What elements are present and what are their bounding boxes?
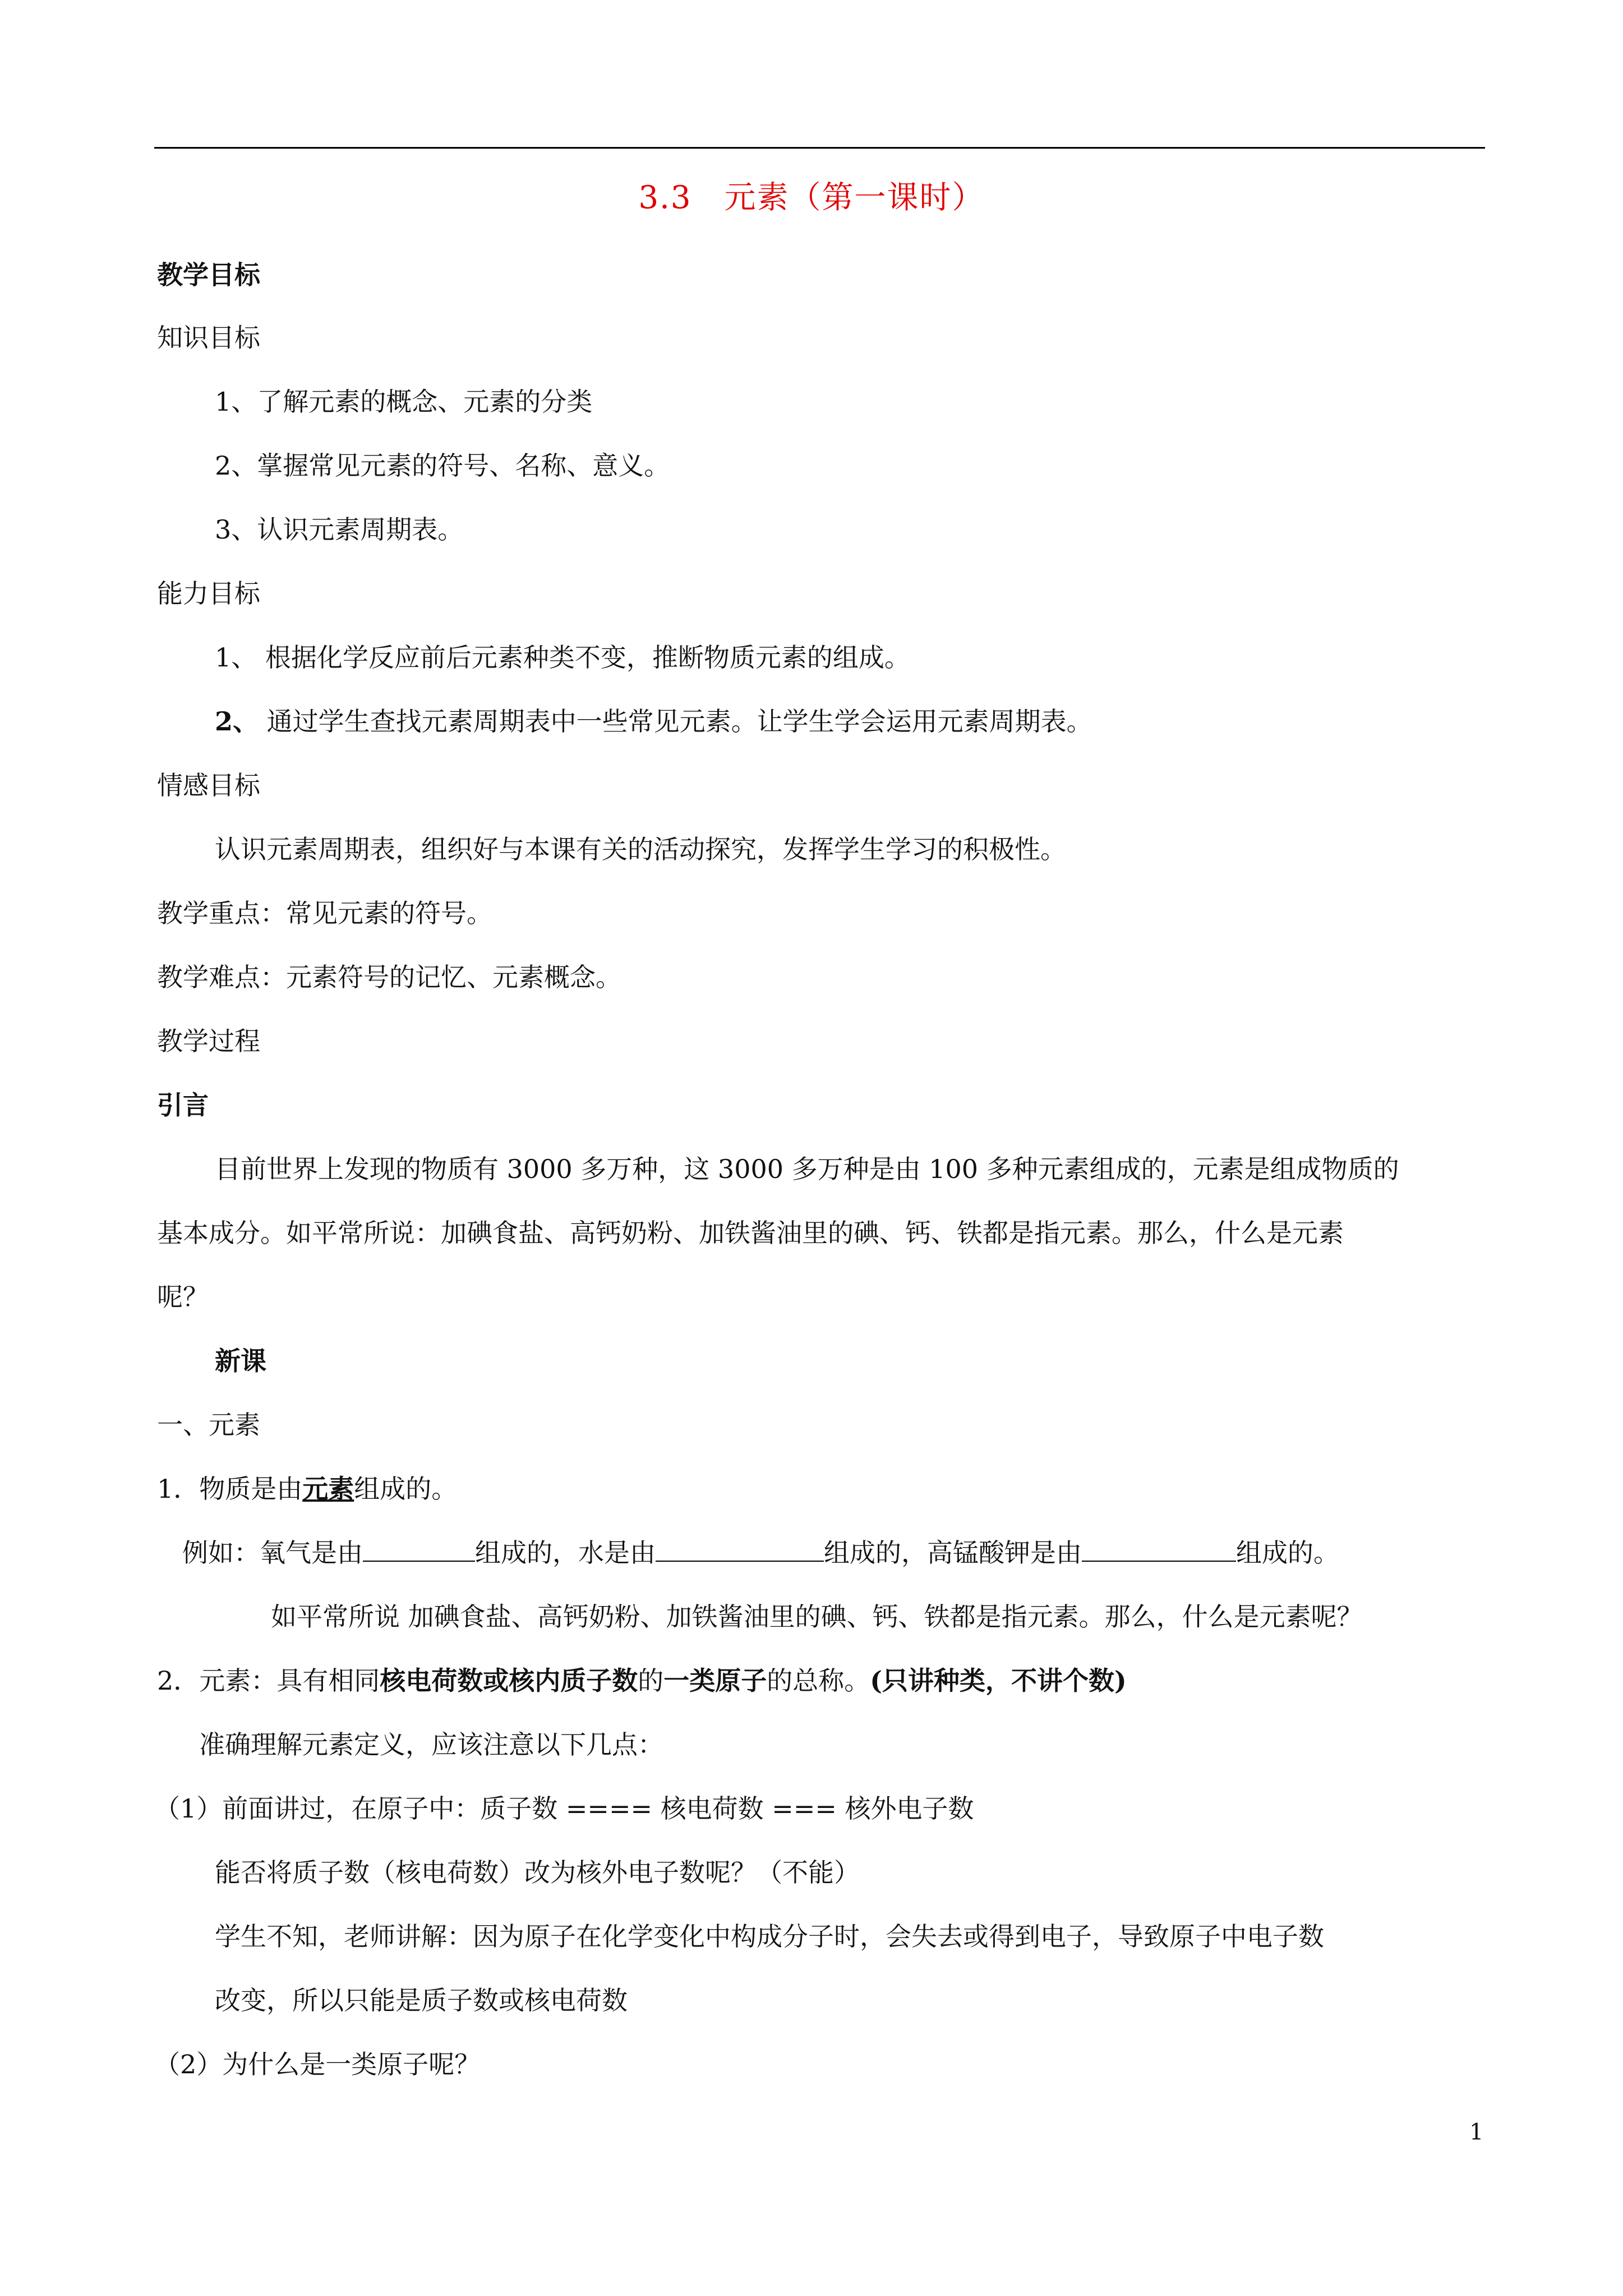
heading-teaching-goals: 教学目标 bbox=[157, 260, 260, 290]
heading-emotional-goals: 情感目标 bbox=[157, 770, 260, 800]
knowledge-goal-2: 2、掌握常见元素的符号、名称、意义。 bbox=[215, 450, 670, 481]
teaching-difficulty: 教学难点：元素符号的记忆、元素概念。 bbox=[157, 962, 621, 992]
point-1-question: 能否将质子数（核电荷数）改为核外电子数呢？（不能） bbox=[215, 1857, 860, 1888]
ability-goal-2-text: 通过学生查找元素周期表中一些常见元素。让学生学会运用元素周期表。 bbox=[259, 706, 1092, 737]
definition-part-f: (只讲种类，不讲个数) bbox=[870, 1665, 1127, 1696]
definition-part-a: 2．元素：具有相同 bbox=[157, 1665, 380, 1696]
intro-line-3: 呢？ bbox=[157, 1282, 209, 1312]
intro-line-1: 目前世界上发现的物质有 3000 多万种，这 3000 多万种是由 100 多种元素组成的，元素是组成物质的 bbox=[215, 1154, 1399, 1184]
definition-part-d: 一类原子 bbox=[663, 1665, 767, 1696]
page-number: 1 bbox=[1469, 2119, 1484, 2145]
example-part-d: 组成的。 bbox=[1236, 1538, 1339, 1568]
point-1-explanation-2: 改变，所以只能是质子数或核电荷数 bbox=[215, 1985, 628, 2016]
intro-line-2: 基本成分。如平常所说：加碘食盐、高钙奶粉、加铁酱油里的碘、钙、铁都是指元素。那么，什么是元素 bbox=[157, 1218, 1344, 1248]
knowledge-goal-1: 1、了解元素的概念、元素的分类 bbox=[215, 386, 593, 417]
example-part-c: 组成的，高锰酸钾是由 bbox=[824, 1538, 1082, 1568]
page-title: 3.3 元素（第一课时） bbox=[638, 180, 985, 216]
example-line bbox=[182, 1536, 1339, 1570]
heading-ability-goals: 能力目标 bbox=[157, 578, 260, 609]
definition-part-c: 的 bbox=[638, 1665, 664, 1696]
definition-part-e: 的总称。 bbox=[767, 1665, 870, 1696]
point-1-explanation-1: 学生不知，老师讲解：因为原子在化学变化中构成分子时，会失去或得到电子，导致原子中电子数 bbox=[215, 1921, 1324, 1952]
ability-goal-2-number: 2、 bbox=[215, 706, 259, 737]
teaching-focus: 教学重点：常见元素的符号。 bbox=[157, 898, 492, 928]
blank-water bbox=[656, 1538, 824, 1562]
header-rule bbox=[154, 147, 1485, 149]
item-1 bbox=[157, 1472, 457, 1506]
example-part-a: 例如：氧气是由 bbox=[182, 1538, 363, 1568]
ability-goal-1: 1、 根据化学反应前后元素种类不变，推断物质元素的组成。 bbox=[215, 642, 910, 673]
common-saying: 如平常所说 加碘食盐、高钙奶粉、加铁酱油里的碘、钙、铁都是指元素。那么，什么是元素呢？ bbox=[271, 1602, 1363, 1632]
point-1: （1）前面讲过，在原子中：质子数 ==== 核电荷数 === 核外电子数 bbox=[154, 1793, 974, 1824]
heading-knowledge-goals: 知识目标 bbox=[157, 323, 260, 353]
example-part-b: 组成的，水是由 bbox=[475, 1538, 656, 1568]
element-definition bbox=[157, 1664, 1127, 1697]
blank-oxygen bbox=[363, 1538, 475, 1562]
heading-introduction: 引言 bbox=[157, 1090, 209, 1120]
knowledge-goal-3: 3、认识元素周期表。 bbox=[215, 514, 464, 545]
point-2: （2）为什么是一类原子呢？ bbox=[154, 2049, 481, 2079]
ability-goal-2 bbox=[215, 705, 1092, 738]
blank-potassium-permanganate bbox=[1082, 1538, 1236, 1562]
definition-part-b: 核电荷数或核内质子数 bbox=[380, 1665, 638, 1696]
item-1-keyword: 元素 bbox=[302, 1474, 354, 1504]
section-element: 一、元素 bbox=[157, 1410, 260, 1440]
item-1-suffix: 组成的。 bbox=[354, 1474, 458, 1504]
heading-teaching-process: 教学过程 bbox=[157, 1026, 260, 1056]
emotional-goal-1: 认识元素周期表，组织好与本课有关的活动探究，发挥学生学习的积极性。 bbox=[215, 834, 1066, 864]
item-1-prefix: 1．物质是由 bbox=[157, 1474, 303, 1504]
understanding-intro: 准确理解元素定义，应该注意以下几点： bbox=[199, 1729, 663, 1760]
heading-new-lesson: 新课 bbox=[215, 1346, 266, 1376]
